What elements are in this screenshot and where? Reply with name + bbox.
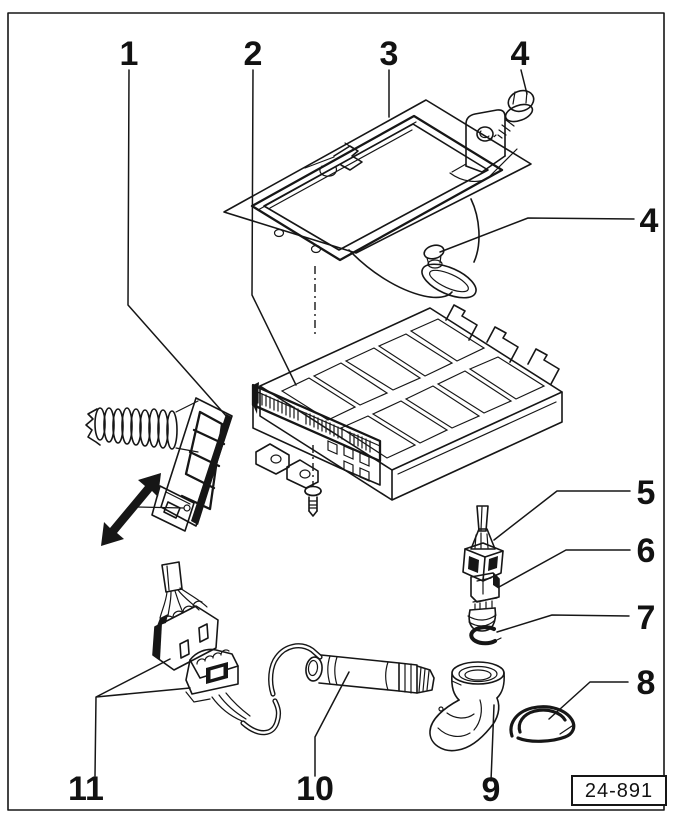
callout-10: 10 <box>296 770 334 808</box>
figure-code-box <box>572 776 666 805</box>
callout-8: 8 <box>636 664 656 702</box>
callout-5: 5 <box>636 474 656 512</box>
screw-drawing <box>305 487 321 517</box>
callout-4-right: 4 <box>639 202 659 240</box>
sensor-connector-drawing <box>463 506 503 581</box>
callout-1: 1 <box>119 35 139 73</box>
retaining-clip-drawing <box>511 707 574 742</box>
harness-connector-b-drawing <box>186 649 250 721</box>
callout-11: 11 <box>68 770 104 808</box>
callout-4-top: 4 <box>510 35 530 73</box>
bracket-drawing <box>224 100 531 305</box>
bolt-drawing <box>488 87 537 142</box>
callout-2: 2 <box>243 35 263 73</box>
oxygen-sensor-drawing <box>243 646 434 733</box>
direction-arrow <box>101 473 161 546</box>
figure-code: 24-891 <box>584 780 654 802</box>
callout-9: 9 <box>481 771 501 809</box>
harness-connector-drawing <box>86 398 232 531</box>
callout-3: 3 <box>379 35 399 73</box>
callout-6: 6 <box>636 532 656 570</box>
callout-7: 7 <box>636 599 656 637</box>
harness-connector-a-drawing <box>153 562 218 670</box>
temp-sensor-drawing <box>468 573 499 631</box>
ecu-drawing <box>253 305 562 516</box>
